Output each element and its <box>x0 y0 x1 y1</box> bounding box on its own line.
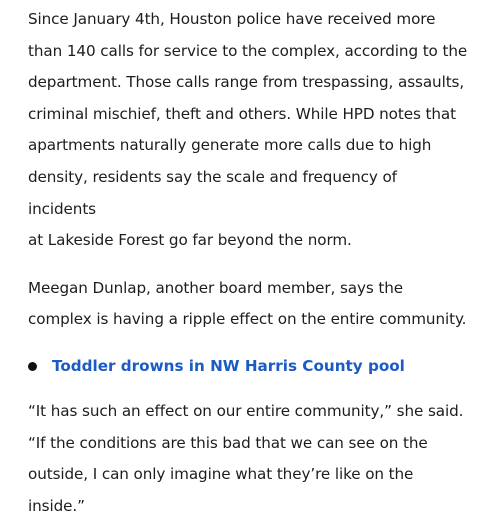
article-body <box>28 4 468 522</box>
article-paragraph-police-calls: Since January 4th, Houston police have received more than 140 calls for service to the complex, according to the department. Those calls range from trespassing, assaults, criminal mischief, theft and others. While HPD notes that apartments naturally generate more calls due to high density, residents say the scale and frequency of incidents at Lakeside Forest go far beyond the norm. <box>28 10 468 250</box>
bullet-icon <box>28 362 37 371</box>
article-paragraph-quote: “It has such an effect on our entire community,” she said. “If the conditions are this bad that we can see on the outside, I can only imagine what they’re like on the inside.” <box>28 401 464 515</box>
article-paragraph-meegan-dunlap: Meegan Dunlap, another board member, says the complex is having a ripple effect on the entire community. <box>28 278 467 329</box>
related-story-link[interactable]: Toddler drowns in NW Harris County pool <box>52 356 405 375</box>
related-story-item <box>28 350 468 382</box>
